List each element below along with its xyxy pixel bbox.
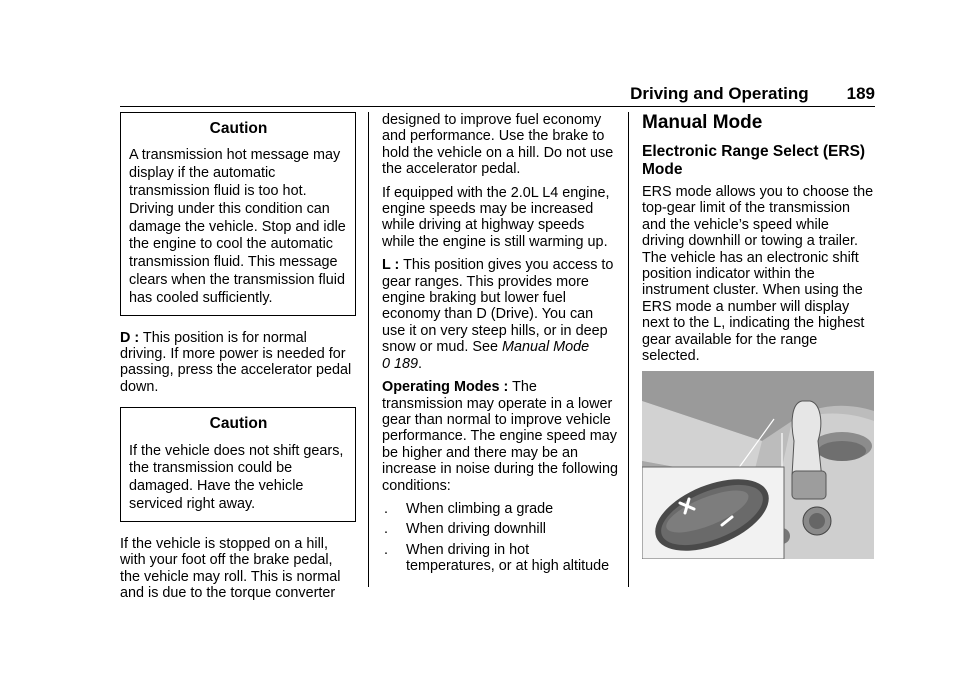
caution-title: Caution xyxy=(209,415,268,433)
caution-body: If the vehicle does not shift gears, the transmission could be damaged. Have the vehicle serviced right away. xyxy=(129,442,344,512)
manual-mode-link[interactable]: Manual Mode xyxy=(501,339,590,356)
column-2 xyxy=(382,112,618,579)
operating-modes-text: The transmission may operate in a lower gear than normal to improve vehicle performance. The engine speed may be higher and there may be an increase in noise during the following conditions: xyxy=(382,379,618,494)
bullet: . xyxy=(384,521,388,538)
page-reference[interactable]: 0 189 xyxy=(382,355,419,372)
column-divider xyxy=(628,112,629,587)
l-text: This position gives you access to gear ranges. This provides more engine braking but lower fuel economy than D (Drive). You can use it on very steep hills, or in deep snow or mud. See xyxy=(382,257,614,356)
bullet: . xyxy=(384,541,388,558)
column-divider xyxy=(368,112,369,587)
caution-title: Caution xyxy=(209,120,268,137)
caution-box-2 xyxy=(120,407,356,522)
conditions-list xyxy=(382,501,618,575)
list-item: . When driving downhill xyxy=(384,521,546,538)
engine-paragraph: If equipped with the 2.0L L4 engine, engine speeds may be increased while driving at highway speeds while the engine is still warming up. xyxy=(382,184,610,250)
page-number: 189 xyxy=(846,84,875,103)
section-heading: Manual Mode xyxy=(642,112,763,133)
d-text: This position is for normal driving. If more power is needed for passing, press the accelerator pedal down. xyxy=(120,329,352,395)
column-1 xyxy=(120,112,356,608)
ers-paragraph: ERS mode allows you to choose the top-gear limit of the transmission and the vehicle’s speed while driving downhill or towing a trailer. The vehicle has an electronic shift position indicator within the instrument cluster. When using the ERS mode a number will display next to the L, indicating the highest gear available for the range selected. xyxy=(642,184,874,365)
caution-box-1 xyxy=(120,112,356,316)
column-3 xyxy=(642,112,874,371)
d-position-paragraph xyxy=(120,330,356,396)
list-item: . When driving in hot temperatures, or at high altitude xyxy=(384,541,610,575)
torque-paragraph: designed to improve fuel economy and performance. Use the brake to hold the vehicle on a hill. Do not use the accelerator pedal. xyxy=(382,112,614,178)
l-label: L : xyxy=(382,257,400,274)
subsection-heading: Electronic Range Select (ERS) Mode xyxy=(642,143,866,178)
l-position-paragraph: L : This position gives you access to gear ranges. This provides more engine braking but lower fuel economy than D (Drive). You can use it on very steep hills, or in deep snow or mud. See Manual Mode 0 189. xyxy=(382,257,614,372)
section-title: Driving and Operating xyxy=(630,84,809,103)
d-label: D : xyxy=(120,329,140,346)
ers-shifter-illustration xyxy=(642,371,874,559)
page-header xyxy=(120,80,875,107)
operating-modes-paragraph xyxy=(382,379,618,494)
caution-body: A transmission hot message may display if the automatic transmission fluid is too hot. Driving under this condition can damage the vehicle. Stop and idle the engine to cool the automatic transmission fluid. This message clears when the transmission fluid has cooled sufficiently. xyxy=(129,147,346,306)
list-item: . When climbing a grade xyxy=(384,500,554,517)
bullet: . xyxy=(384,500,388,517)
operating-modes-label: Operating Modes : xyxy=(382,379,509,396)
hill-paragraph: If the vehicle is stopped on a hill, with your foot off the brake pedal, the vehicle may roll. This is normal and is due to the torque converter xyxy=(120,535,341,602)
